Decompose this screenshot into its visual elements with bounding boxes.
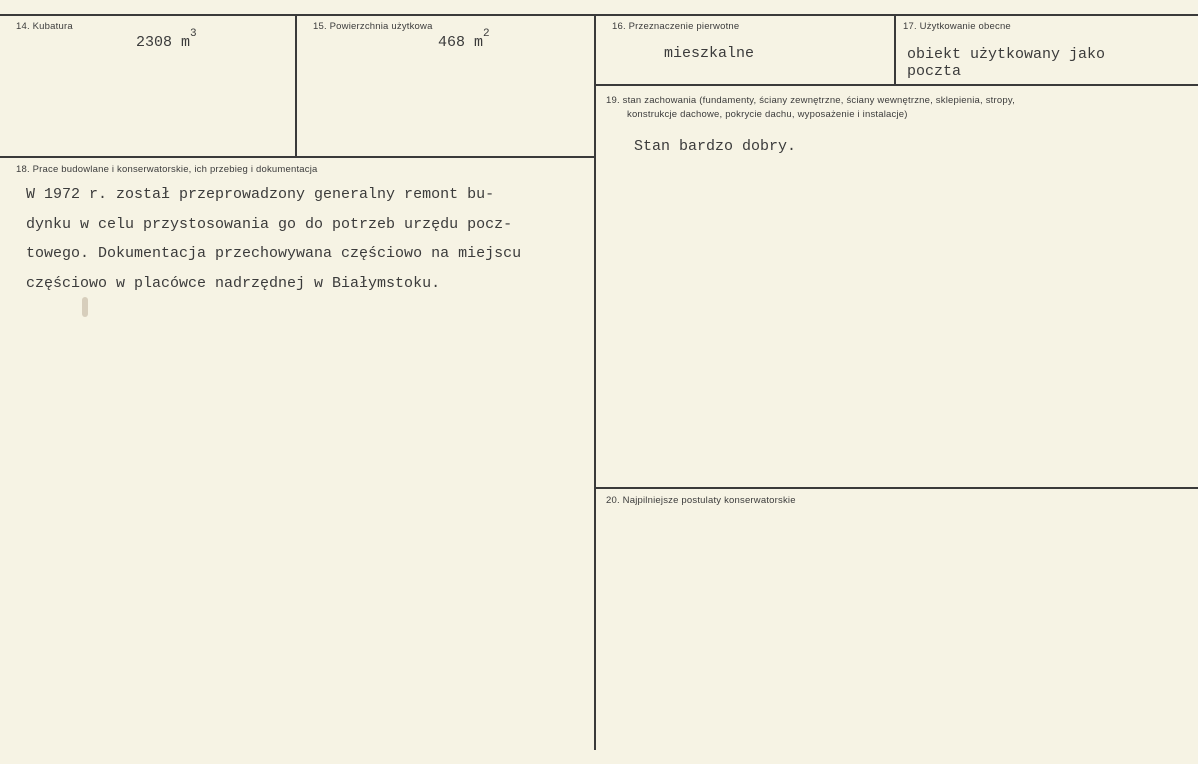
- field-18-line: częściowo w placówce nadrzędnej w Białymstoku.: [26, 274, 441, 292]
- field-17-value-line-1: obiekt użytkowany jako: [907, 46, 1106, 63]
- field-15-number: 468 m: [438, 34, 484, 51]
- top-border: [0, 14, 1198, 16]
- field-18-line: dynku w celu przystosowania go do potrzeb urzędu pocz-: [26, 215, 513, 233]
- field-18-text: [26, 180, 521, 298]
- field-14-number: 2308 m: [136, 34, 191, 51]
- field-18-label: 18. Prace budowlane i konserwatorskie, ich przebieg i dokumentacja: [16, 164, 318, 175]
- field-15-label: 15. Powierzchnia użytkowa: [313, 21, 433, 32]
- divider-under-14-15: [0, 156, 596, 158]
- field-14-value: [136, 28, 197, 51]
- divider-under-16-17: [596, 84, 1198, 86]
- ink-smudge: [82, 297, 88, 317]
- field-15-value: [438, 28, 490, 51]
- field-20-label: 20. Najpilniejsze postulaty konserwatorskie: [606, 495, 796, 506]
- divider-14-15: [295, 15, 297, 157]
- field-16-label: 16. Przeznaczenie pierwotne: [612, 21, 740, 32]
- divider-16-17: [894, 15, 896, 85]
- field-19-label-line-2: konstrukcje dachowe, pokrycie dachu, wyposażenie i instalacje): [627, 109, 908, 120]
- field-18-line: towego. Dokumentacja przechowywana częściowo na miejscu: [26, 245, 522, 262]
- divider-left-right: [594, 15, 596, 750]
- field-18-line: W 1972 r. został przeprowadzony generalny remont bu-: [26, 186, 495, 203]
- field-17-value-line-2: poczta: [907, 63, 962, 80]
- field-19-value: Stan bardzo dobry.: [634, 138, 797, 155]
- field-19-label-line-1: 19. stan zachowania (fundamenty, ściany zewnętrzne, ściany wewnętrzne, sklepienia, stropy,: [606, 95, 1015, 106]
- divider-19-20: [596, 487, 1198, 489]
- field-14-superscript: 3: [190, 28, 197, 40]
- field-17-label: 17. Użytkowanie obecne: [903, 21, 1011, 32]
- field-15-superscript: 2: [483, 28, 490, 40]
- field-16-value: mieszkalne: [664, 45, 755, 62]
- field-14-label: 14. Kubatura: [16, 21, 73, 32]
